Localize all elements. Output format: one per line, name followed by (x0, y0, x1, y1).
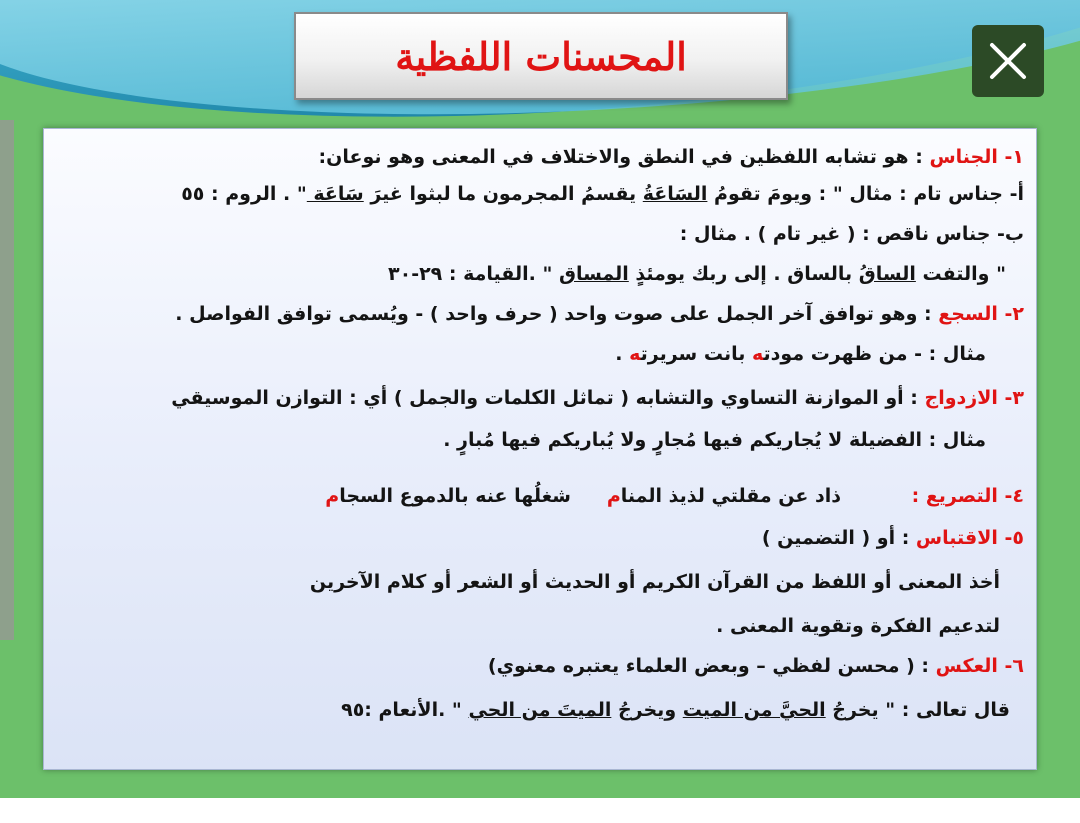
line-aks-definition: ٦- العكس : ( محسن لفظي – وبعض العلماء يعتبره معنوي) (487, 655, 1024, 677)
line-jinas-naqis: ب- جناس ناقص : ( غير تام ) . مثال : (679, 223, 1024, 245)
slide-title-box (294, 12, 788, 100)
slide-content-panel (43, 128, 1037, 770)
close-button[interactable] (972, 25, 1044, 97)
left-edge-strip (0, 120, 14, 640)
line-iqtibas-explanation-2: لتدعيم الفكرة وتقوية المعنى . (716, 615, 1000, 637)
term-saj: ٢- السجع (938, 303, 1024, 325)
line-jinas-naqis-example: " والتفت الساقُ بالساق . إلى ربك يومئذٍ المساق " .القيامة : ٢٩-٣٠ (387, 263, 1006, 285)
close-icon (986, 39, 1030, 83)
line-tasri-verse-2: شغلُها عنه بالدموع السجام (325, 485, 571, 507)
line-iqtibas-definition: ٥- الاقتباس : أو ( التضمين ) (761, 527, 1024, 549)
term-iqtibas: ٥- الاقتباس (915, 527, 1024, 549)
line-saj-definition: ٢- السجع : وهو توافق آخر الجمل على صوت واحد ( حرف واحد ) - ويُسمى توافق الفواصل . (175, 303, 1024, 325)
bottom-strip (0, 798, 1080, 823)
line-tasri (912, 483, 1024, 509)
term-tasri: ٤- التصريع : (911, 485, 1024, 507)
line-jinas-tam-example: أ- جناس تام : مثال " : ويومَ تقومُ السَاعَةُ يقسمُ المجرمون ما لبثوا غيرَ سَاعَة " . الروم : ٥٥ (181, 183, 1024, 205)
line-iqtibas-explanation-1: أخذ المعنى أو اللفظ من القرآن الكريم أو الحديث أو الشعر أو كلام الآخرين (309, 571, 1000, 593)
term-izdiwaj: ٣- الازدواج (924, 387, 1024, 409)
line-tasri-verse-1: ذاد عن مقلتي لذيذ المنام (606, 485, 841, 507)
term-jinas: ١- الجناس (929, 146, 1024, 168)
line-jinas-definition: ١- الجناس : هو تشابه اللفظين في النطق والاختلاف في المعنى وهو نوعان: (318, 146, 1024, 168)
line-izdiwaj-definition: ٣- الازدواج : أو الموازنة التساوي والتشابه ( تماثل الكلمات والجمل ) أي : التوازن الموسيقي (171, 387, 1024, 409)
line-saj-example: مثال : - من ظهرت مودته بانت سريرته . (615, 343, 986, 365)
term-aks: ٦- العكس (935, 655, 1024, 677)
slide-title: المحسنات اللفظية (395, 33, 687, 79)
line-aks-example: قال تعالى : " يخرجُ الحيَّ من الميت ويخرجُ الميتَ من الحي " .الأنعام :٩٥ (341, 699, 1010, 721)
line-izdiwaj-example: مثال : الفضيلة لا يُجاريكم فيها مُجارٍ ولا يُباريكم فيها مُبارٍ . (443, 429, 986, 451)
